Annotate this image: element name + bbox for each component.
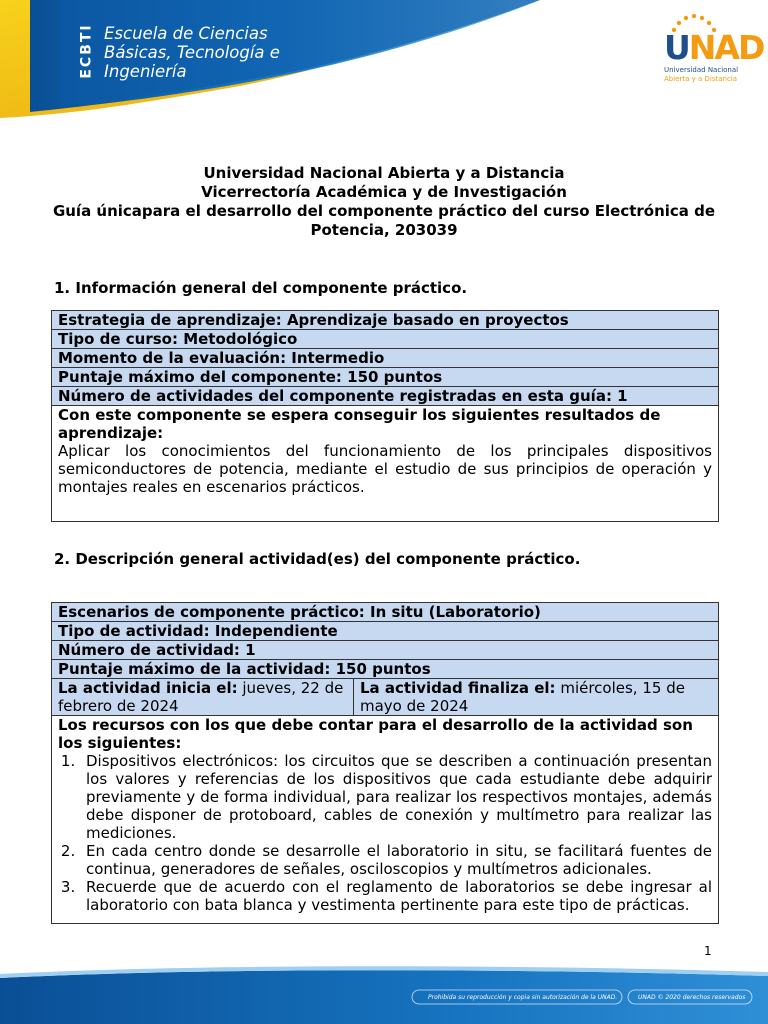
unad-logo — [660, 14, 764, 94]
info-row-evaluation-moment: Momento de la evaluación: Intermedio — [52, 349, 719, 368]
activity-end-date: La actividad finaliza el: miércoles, 15 de mayo de 2024 — [354, 679, 719, 716]
page-number: 1 — [704, 944, 712, 958]
logo-line-2: Abierta y a Distancia — [664, 75, 738, 83]
title-line-3: Guía únicapara el desarrollo del componente práctico del curso Electrónica de Potencia, 203039 — [52, 202, 716, 239]
activity-row-number: Número de actividad: 1 — [52, 641, 719, 660]
section-2-heading: 2. Descripción general actividad(es) del componente práctico. — [54, 550, 581, 568]
ecbti-side-label: ECBTI — [79, 23, 95, 79]
resources-heading: Los recursos con los que debe contar para el desarrollo de la actividad son los siguientes: — [58, 716, 693, 752]
footer-copyright: UNAD © 2020 derechos reservados — [638, 994, 746, 1001]
title-line-1: Universidad Nacional Abierta y a Distancia — [203, 164, 565, 182]
logo-wordmark: UNAD — [664, 28, 764, 67]
info-row-course-type: Tipo de curso: Metodológico — [52, 330, 719, 349]
activity-start-date: La actividad inicia el: jueves, 22 de febrero de 2024 — [52, 679, 354, 716]
info-row-activity-count: Número de actividades del componente registradas en esta guía: 1 — [52, 387, 719, 406]
section-1-heading: 1. Información general del componente práctico. — [54, 279, 468, 297]
info-row-strategy: Estrategia de aprendizaje: Aprendizaje basado en proyectos — [52, 311, 719, 330]
activity-row-type: Tipo de actividad: Independiente — [52, 622, 719, 641]
learning-outcomes-heading: Con este componente se espera conseguir los siguientes resultados de aprendizaje: — [58, 406, 661, 442]
school-name — [104, 24, 280, 81]
general-info-table — [51, 310, 719, 522]
activity-table — [51, 602, 719, 924]
activity-row-max-score: Puntaje máximo de la actividad: 150 puntos — [52, 660, 719, 679]
resources-cell — [52, 716, 719, 924]
footer-banner — [0, 964, 768, 1024]
info-row-max-score: Puntaje máximo del componente: 150 puntos — [52, 368, 719, 387]
header-banner — [0, 0, 768, 130]
school-line-3: Ingeniería — [104, 62, 187, 81]
resource-item: 3. Recuerde que de acuerdo con el reglamento de laboratorios se debe ingresar al laboratorio con bata blanca y vestimenta pertinente para este tipo de prácticas. — [80, 878, 712, 914]
title-line-2: Vicerrectoría Académica y de Investigación — [201, 183, 567, 201]
learning-outcomes-cell — [52, 406, 719, 522]
resources-list — [58, 752, 712, 914]
logo-line-1: Universidad Nacional — [664, 66, 739, 74]
resource-item: 1. Dispositivos electrónicos: los circuitos que se describen a continuación presentan los valores y referencias de los dispositivos que cada estudiante debe adquirir previamente y de forma individual, para realizar los respectivos montajes, además debe disponer de protoboard, cables de conexión y multímetro para realizar las mediciones. — [80, 752, 712, 842]
school-line-2: Básicas, Tecnología e — [104, 43, 280, 62]
document-title — [40, 164, 728, 240]
footer-notice: Prohibida su reproducción y copia sin autorización de la UNAD. — [428, 994, 618, 1001]
activity-row-scenario: Escenarios de componente práctico: In situ (Laboratorio) — [52, 603, 719, 622]
resource-item: 2. En cada centro donde se desarrolle el laboratorio in situ, se facilitará fuentes de continua, generadores de señales, osciloscopios y multímetros adicionales. — [80, 842, 712, 878]
school-line-1: Escuela de Ciencias — [104, 24, 268, 43]
learning-outcomes-text: Aplicar los conocimientos del funcionamiento de los principales dispositivos semiconductores de potencia, mediante el estudio de sus principios de operación y montajes reales en escenarios prácticos. — [58, 442, 712, 496]
